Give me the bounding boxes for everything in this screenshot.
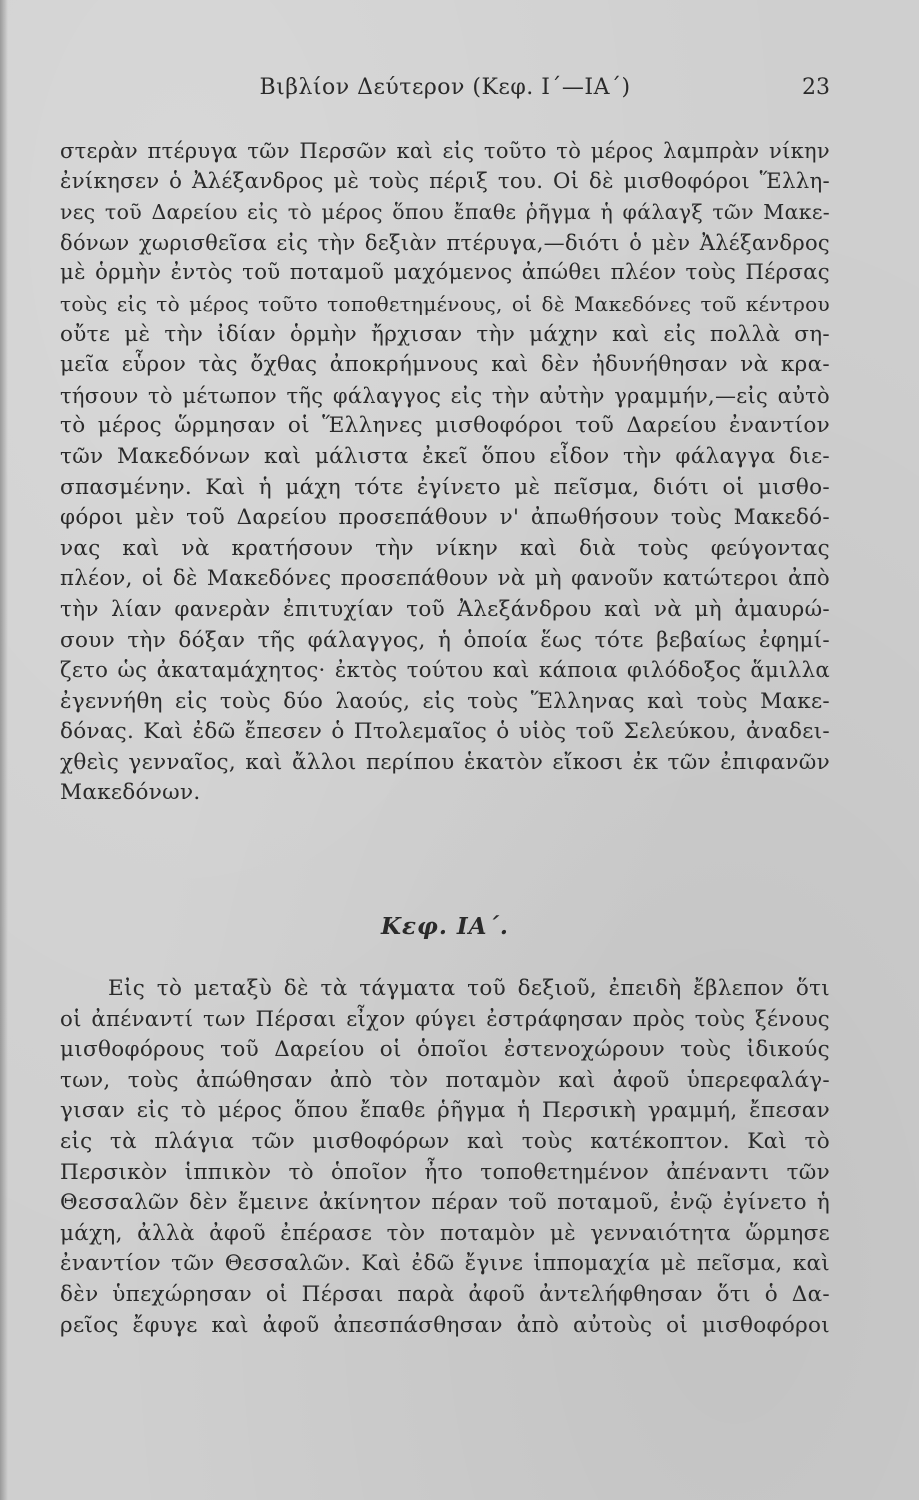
text-line: γισαν εἰς τὸ μέρος ὅπου ἔπαθε ῥῆγμα ἡ Περσικὴ γραμμή, ἔπεσαν bbox=[60, 1098, 830, 1124]
text-line: Θεσσαλῶν δὲν ἔμεινε ἀκίνητον πέραν τοῦ ποταμοῦ, ἐνῷ ἐγίνετο ἡ bbox=[60, 1190, 830, 1216]
paragraph-2 bbox=[60, 974, 830, 1341]
page-edge-shadow bbox=[0, 0, 8, 1500]
text-line: σπασμένην. Καὶ ἡ μάχη τότε ἐγίνετο μὲ πεῖσμα, διότι οἱ μισθο- bbox=[60, 474, 830, 500]
text-line: ζετο ὡς ἀκαταμάχητος· ἐκτὸς τούτου καὶ κάποια φιλόδοξος ἅμιλλα bbox=[60, 658, 830, 684]
text-line: ἐγεννήθη εἰς τοὺς δύο λαούς, εἰς τοὺς Ἕλληνας καὶ τοὺς Μακε- bbox=[60, 688, 830, 714]
text-line: τὸ μέρος ὥρμησαν οἱ Ἕλληνες μισθοφόροι τοῦ Δαρείου ἐναντίον bbox=[60, 413, 830, 439]
text-line: δὲν ὑπεχώρησαν οἱ Πέρσαι παρὰ ἀφοῦ ἀντελήφθησαν ὅτι ὁ Δα- bbox=[60, 1281, 830, 1307]
text-line: εἰς τὰ πλάγια τῶν μισθοφόρων καὶ τοὺς κατέκοπτον. Καὶ τὸ bbox=[60, 1128, 830, 1154]
text-line: τῶν Μακεδόνων καὶ μάλιστα ἐκεῖ ὅπου εἶδον τὴν φάλαγγα διε- bbox=[60, 443, 830, 469]
text-line: σουν τὴν δόξαν τῆς φάλαγγος, ἡ ὁποία ἕως τότε βεβαίως ἐφημί- bbox=[60, 627, 830, 653]
text-line: νες τοῦ Δαρείου εἰς τὸ μέρος ὅπου ἔπαθε ῥῆγμα ἡ φάλαγξ τῶν Μακε- bbox=[60, 200, 830, 225]
text-line: πλέον, οἱ δὲ Μακεδόνες προσεπάθουν νὰ μὴ φανοῦν κατώτεροι ἀπὸ bbox=[60, 566, 830, 592]
text-line: δόνων χωρισθεῖσα εἰς τὴν δεξιὰν πτέρυγα,—διότι ὁ μὲν Ἀλέξανδρος bbox=[60, 230, 830, 255]
text-line: Εἰς τὸ μεταξὺ δὲ τὰ τάγματα τοῦ δεξιοῦ, ἐπειδὴ ἔβλεπον ὅτι bbox=[108, 976, 830, 1001]
text-line: χθεὶς γενναῖος, καὶ ἄλλοι περίπου ἑκατὸν εἴκοσι ἐκ τῶν ἐπιφανῶν bbox=[60, 749, 830, 775]
text-line: τήσουν τὸ μέτωπον τῆς φάλαγγος εἰς τὴν αὐτὴν γραμμήν,—εἰς αὐτὸ bbox=[60, 383, 830, 408]
text-line: ρεῖος ἔφυγε καὶ ἀφοῦ ἀπεσπάσθησαν ἀπὸ αὐτοὺς οἱ μισθοφόροι bbox=[60, 1312, 830, 1338]
text-line: ἐναντίον τῶν Θεσσαλῶν. Καὶ ἐδῶ ἔγινε ἱππομαχία μὲ πεῖσμα, καὶ bbox=[60, 1251, 830, 1277]
text-line: τοὺς εἰς τὸ μέρος τοῦτο τοποθετημένους, οἱ δὲ Μακεδόνες τοῦ κέντρου bbox=[60, 291, 830, 316]
text-line: οὔτε μὲ τὴν ἰδίαν ὁρμὴν ἤρχισαν τὴν μάχην καὶ εἰς πολλὰ ση- bbox=[60, 321, 830, 347]
text-line: μισθοφόρους τοῦ Δαρείου οἱ ὁποῖοι ἐστενοχώρουν τοὺς ἰδικούς bbox=[60, 1037, 830, 1063]
text-line: των, τοὺς ἀπώθησαν ἀπὸ τὸν ποταμὸν καὶ ἀφοῦ ὑπερεφαλάγ- bbox=[60, 1067, 830, 1093]
text-line: νας καὶ νὰ κρατήσουν τὴν νίκην καὶ διὰ τοὺς φεύγοντας bbox=[60, 535, 830, 561]
text-line: δόνας. Καὶ ἐδῶ ἔπεσεν ὁ Πτολεμαῖος ὁ υἱὸς τοῦ Σελεύκου, ἀναδει- bbox=[60, 719, 830, 745]
text-line: μεῖα εὗρον τὰς ὄχθας ἀποκρήμνους καὶ δὲν ἠδυνήθησαν νὰ κρα- bbox=[60, 352, 830, 378]
paragraph-1 bbox=[60, 136, 830, 809]
text-line: φόροι μὲν τοῦ Δαρείου προσεπάθουν ν' ἀπωθήσουν τοὺς Μακεδό- bbox=[60, 505, 830, 531]
text-line: μάχη, ἀλλὰ ἀφοῦ ἐπέρασε τὸν ποταμὸν μὲ γενναιότητα ὥρμησε bbox=[60, 1220, 830, 1246]
text-line: ἐνίκησεν ὁ Ἀλέξανδρος μὲ τοὺς πέριξ του. Οἱ δὲ μισθοφόροι Ἕλλη- bbox=[60, 168, 830, 194]
book-page bbox=[60, 0, 830, 1500]
text-line: στερὰν πτέρυγα τῶν Περσῶν καὶ εἰς τοῦτο τὸ μέρος λαμπρὰν νίκην bbox=[60, 139, 830, 163]
text-line: Μακεδόνων. bbox=[60, 780, 201, 806]
text-line: τὴν λίαν φανερὰν ἐπιτυχίαν τοῦ Ἀλεξάνδρου καὶ νὰ μὴ ἀμαυρώ- bbox=[60, 596, 830, 622]
running-header bbox=[60, 72, 830, 104]
text-line: Περσικὸν ἱππικὸν τὸ ὁποῖον ἦτο τοποθετημένον ἀπέναντι τῶν bbox=[60, 1159, 830, 1185]
text-line: μὲ ὁρμὴν ἐντὸς τοῦ ποταμοῦ μαχόμενος ἀπώθει πλέον τοὺς Πέρσας bbox=[60, 260, 830, 286]
text-line: οἱ ἀπέναντί των Πέρσαι εἶχον φύγει ἐστράφησαν πρὸς τοὺς ξένους bbox=[60, 1006, 830, 1032]
chapter-heading: Κεφ. ΙΑ΄. bbox=[381, 913, 509, 940]
page-number: 23 bbox=[802, 75, 830, 100]
running-title: Βιβλίον Δεύτερον (Κεφ. Ι΄—ΙΑ΄) bbox=[259, 75, 631, 100]
